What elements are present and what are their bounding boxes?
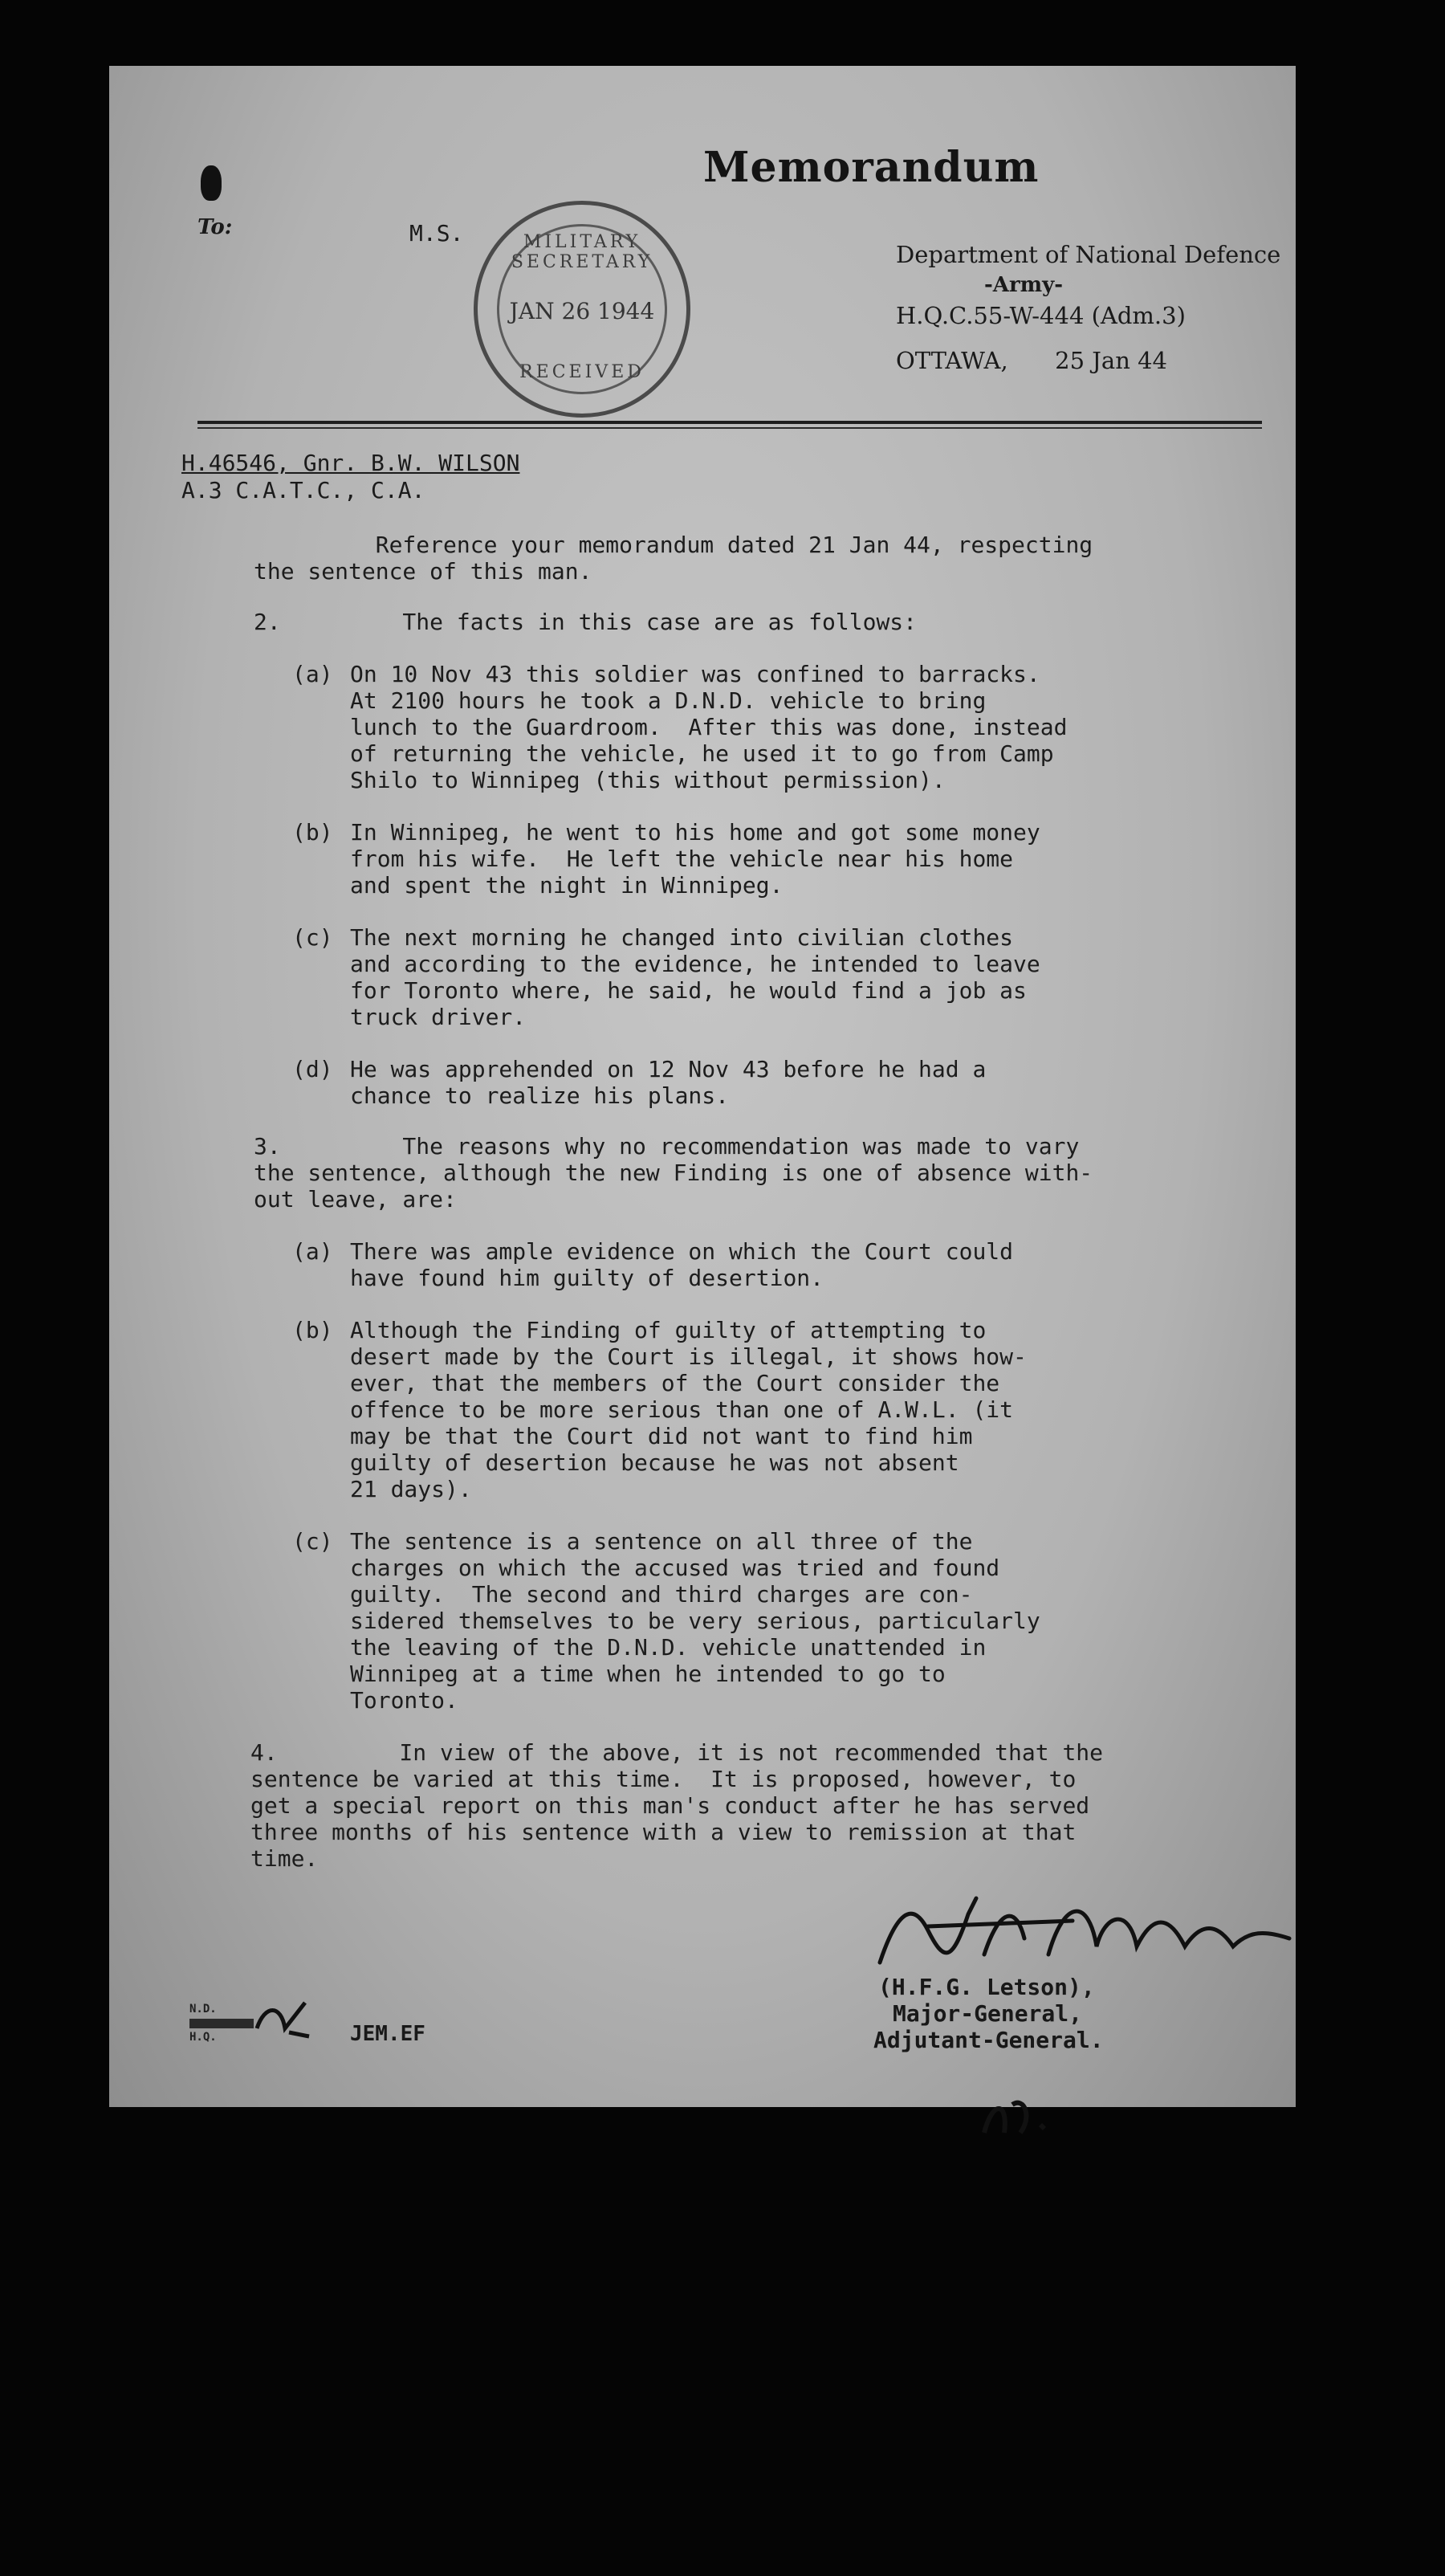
paragraph-4-line: time.: [250, 1845, 319, 1872]
paragraph-2: 2. The facts in this case are as follows:: [254, 609, 918, 635]
item-label: (a): [292, 661, 333, 687]
item-text: In Winnipeg, he went to his home and got some money from his wife. He left the vehicle near his home and spent the night in Winnipeg.: [350, 819, 1040, 899]
header-rule: [197, 421, 1262, 424]
item-label: (c): [292, 1528, 333, 1555]
item-label: (b): [292, 819, 333, 846]
paragraph-4-line: 4. In view of the above, it is not recommended that the: [250, 1739, 1104, 1766]
form-line-1: N.D.: [189, 2003, 217, 2016]
item-text: There was ample evidence on which the Court could have found him guilty of desertion.: [350, 1238, 1014, 1291]
list-item: [292, 661, 1281, 793]
department-block: [896, 239, 1280, 376]
subject-block: [181, 450, 519, 504]
paragraph-4-line: sentence be varied at this time. It is proposed, however, to: [250, 1766, 1077, 1792]
signatory-title: Adjutant-General.: [873, 2027, 1104, 2053]
signatory-block: [873, 1974, 1104, 2053]
list-item: [292, 1056, 1281, 1109]
item-label: (b): [292, 1317, 333, 1343]
facts-list: [254, 661, 1281, 1109]
handwritten-initials-right: [976, 2093, 1056, 2141]
form-number-block: [189, 2003, 254, 2044]
subject-line-1: H.46546, Gnr. B.W. WILSON: [181, 450, 520, 476]
signatory-name: (H.F.G. Letson),: [878, 1974, 1095, 2000]
file-reference: H.Q.C.55-W-444 (Adm.3): [896, 302, 1186, 329]
item-text: On 10 Nov 43 this soldier was confined to barracks. At 2100 hours he took a D.N.D. vehicle to bring lunch to the Guardroom. After this was done, instead of returning the vehicle, he used it to go from Camp Shilo to Winnipeg (this without permission).: [350, 661, 1068, 793]
memo-body: [250, 532, 1281, 1872]
memo-heading: Memorandum: [703, 143, 1040, 192]
reasons-list: [254, 1238, 1281, 1714]
to-label: To:: [197, 215, 233, 239]
paragraph-4: [250, 1739, 1281, 1872]
place-date-row: [896, 345, 1280, 376]
paragraph-4-line: three months of his sentence with a view to remission at that: [250, 1819, 1077, 1845]
header-rule-secondary: [197, 427, 1262, 429]
stamp-date: JAN 26 1944: [509, 298, 655, 324]
list-item: [292, 1238, 1281, 1291]
item-label: (c): [292, 924, 333, 951]
subject-line-2: A.3 C.A.T.C., C.A.: [181, 477, 425, 503]
paragraph-4-line: get a special report on this man's conduct after he has served: [250, 1792, 1090, 1819]
paragraph-3-line-1: 3. The reasons why no recommendation was made to vary: [254, 1133, 1080, 1160]
form-line-2: [189, 2019, 254, 2028]
item-text: The next morning he changed into civilian clothes and according to the evidence, he intended to leave for Toronto where, he said, he would find a job as truck driver.: [350, 924, 1040, 1030]
city: OTTAWA,: [896, 347, 1008, 374]
list-item: [292, 924, 1281, 1030]
handwritten-initials-left: [249, 1996, 313, 2044]
stamp-bottom-text: RECEIVED: [519, 362, 645, 382]
stamp-top-text: MILITARY SECRETARY: [511, 232, 653, 272]
item-text: Although the Finding of guilty of attempting to desert made by the Court is illegal, it shows how- ever, that the members of the Court consider the offence to be more serious than one of A.W.L. (it may be that the Court did not want to find him guilty of desertion because he was not absent 21 days).: [350, 1317, 1027, 1502]
typist-initials: JEM.EF: [350, 2022, 425, 2046]
department-name: Department of National Defence: [896, 241, 1281, 268]
item-text: He was apprehended on 12 Nov 43 before he had a chance to realize his plans.: [350, 1056, 987, 1109]
item-text: The sentence is a sentence on all three of the charges on which the accused was tried and found guilty. The second and third charges are con- sidered themselves to be very serious, particularly the leaving of the D.N.D. vehicle unattended in Winnipeg at a time when he intended to go to Toronto.: [350, 1528, 1040, 1714]
intro-line-1: Reference your memorandum dated 21 Jan 44, respecting: [254, 532, 1093, 558]
list-item: [292, 1317, 1281, 1502]
list-item: [292, 819, 1281, 899]
intro-line-2: the sentence of this man.: [254, 558, 592, 585]
list-item: [292, 1528, 1281, 1714]
to-value: M.S.: [409, 220, 464, 247]
received-stamp: [474, 201, 690, 418]
ink-blot: [201, 165, 222, 201]
department-branch: -Army-: [984, 273, 1064, 297]
paragraph-3-line-2: the sentence, although the new Finding is one of absence with-: [254, 1160, 1093, 1186]
signatory-rank: Major-General,: [893, 2000, 1083, 2027]
form-line-3: H.Q.: [189, 2031, 217, 2044]
item-label: (a): [292, 1238, 333, 1265]
handwritten-signature: [864, 1882, 1313, 1979]
paragraph-3-line-3: out leave, are:: [254, 1186, 457, 1213]
memo-sheet: [109, 66, 1296, 2107]
memo-date: 25 Jan 44: [1055, 347, 1167, 374]
item-label: (d): [292, 1056, 333, 1082]
